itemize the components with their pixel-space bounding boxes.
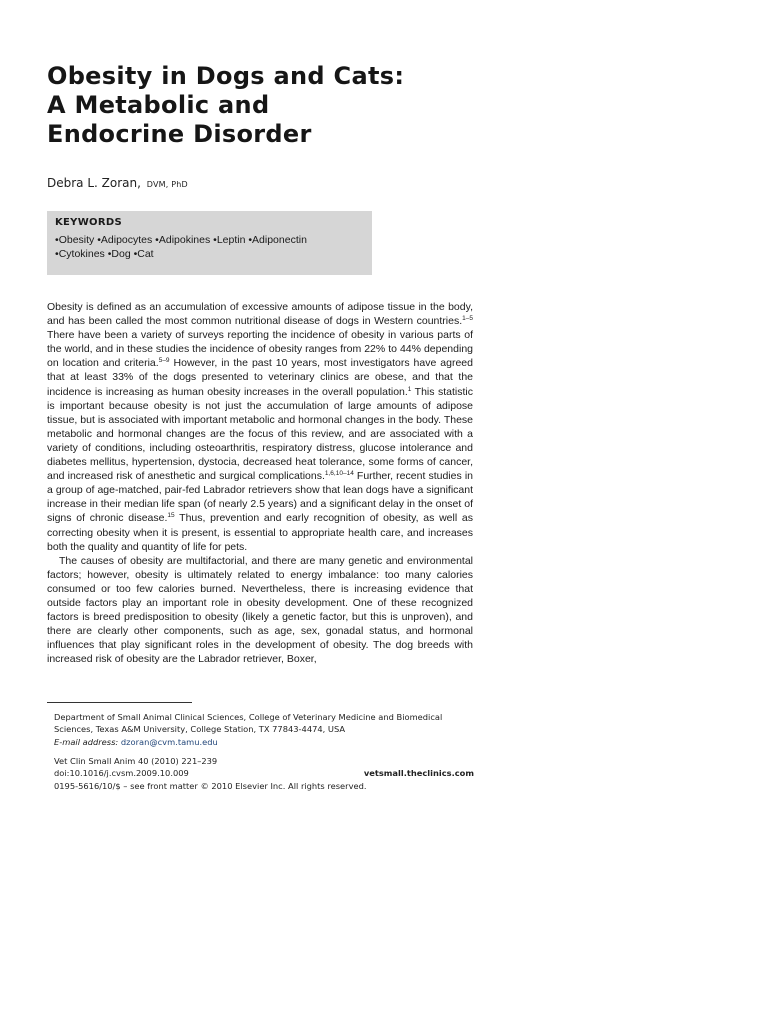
body-paragraph-2: The causes of obesity are multifactorial, and there are many genetic and environmental factors; however, obesity is ultimately related to energy imbalance: too many calories consumed or too few calories burned. Nevertheless, there is increasing evidence that outside factors play an important role in obesity development. One of these recognized factors is breed predisposition to obesity (likely a genetic factor, but this is unproven), and there are clearly other components, such as age, sex, gonadal status, and hormonal influences that play significant roles in the development of obesity. The dog breeds with increased risk of obesity are the Labrador retriever, Boxer, [47,554,473,666]
keyword: • Leptin [210,234,245,246]
keyword: • Adiponectin [245,234,306,246]
article-title: Obesity in Dogs and Cats: A Metabolic and Endocrine Disorder [47,62,405,148]
email-link[interactable]: dzoran@cvm.tamu.edu [120,736,218,747]
reference-citation: 15 [167,512,175,520]
keywords-line-1 [55,233,364,247]
keyword: • Obesity [55,234,94,246]
reference-citation: 1–5 [462,315,473,323]
body-text: However, in the past 10 years, most investigators have agreed that at least 33% of the dogs presented to veterinary clinics are obese, and that the incidence is increasing as human obesity increases in the overall population. [47,357,473,398]
author-line [47,176,188,190]
body-paragraph-1 [47,300,473,554]
issn-copyright: 0195-5616/10/$ – see front matter © 2010 Elsevier Inc. All rights reserved. [54,780,367,791]
journal-info [54,755,474,792]
journal-website[interactable]: vetsmall.theclinics.com [363,768,474,779]
author-affiliation-footnote [54,711,474,748]
journal-citation: Vet Clin Small Anim 40 (2010) 221–239 [54,756,218,766]
footnote-divider [47,702,192,703]
reference-citation: 1 [407,385,412,393]
keyword: • Cat [131,248,154,260]
affiliation: Department of Small Animal Clinical Sciences, College of Veterinary Medicine and Biomedical Sciences, Texas A&M University, College Station, TX 77843-4474, USA [54,712,443,735]
doi: doi:10.1016/j.cvsm.2009.10.009 [54,768,189,779]
keywords-box [47,211,372,275]
body-text: Further, recent studies in a group of age-matched, pair-fed Labrador retrievers show that lean dogs have a significant increase in their median life span (of nearly 2.5 years) and a significant delay in the onset of signs of chronic disease. [47,470,473,525]
keyword: • Adipokines [152,234,210,246]
author-name: Debra L. Zoran, [47,176,141,190]
keyword: • Dog [105,248,131,260]
body-text: Obesity is defined as an accumulation of excessive amounts of adipose tissue in the body, and has been called the most common nutritional disease of dogs in Western countries. [47,301,473,328]
author-credentials: DVM, PhD [146,180,188,189]
keyword: • Cytokines [55,248,105,260]
body-text: Thus, prevention and early recognition of obesity, as well as correcting obesity when it is present, is essential to appropriate health care, and increases both the quality and quantity of life for pets. [47,512,473,553]
article-body [47,300,473,666]
email-label: E-mail address: [54,736,119,747]
reference-citation: 5–9 [158,357,170,365]
keyword: • Adipocytes [94,234,152,246]
email-line [54,736,474,748]
body-text: There have been a variety of surveys reporting the incidence of obesity in various parts of the world, and in these studies the incidence of obesity ranges from 22% to 44% depending on location and criteria. [47,329,473,370]
reference-citation: 1,6,10–14 [324,470,354,478]
doi-row [54,767,474,779]
keywords-heading: KEYWORDS [55,217,122,228]
body-text: This statistic is important because obesity is not just the accumulation of large amounts of adipose tissue, but is associated with important metabolic and hormonal changes in the body. These metabolic and hormonal changes are the focus of this review, and are associated with a variety of conditions, including osteoarthritis, respiratory distress, glucose intolerance and diabetes mellitus, hypertension, dystocia, decreased heat tolerance, some forms of cancer, and increased risk of anesthetic and surgical complications. [47,385,473,483]
keywords-line-2 [55,247,364,261]
